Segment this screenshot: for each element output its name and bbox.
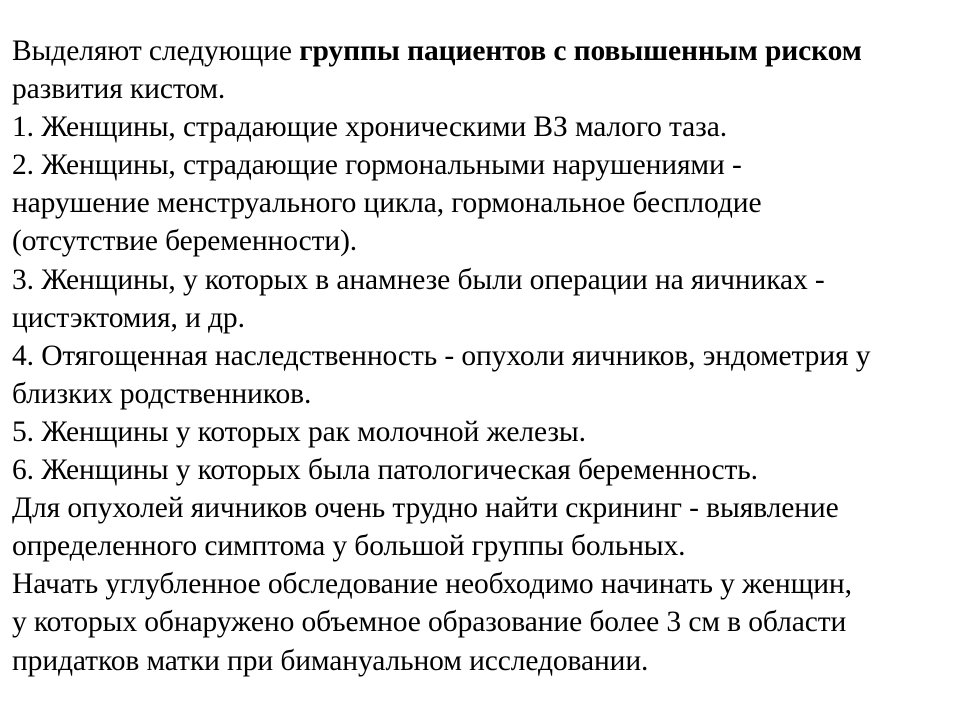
conclusion-line-3: придатков матки при бимануальном исследовании. (12, 644, 649, 677)
list-item-1-line-1: 1. Женщины, страдающие хроническими ВЗ малого таза. (12, 111, 727, 144)
screening-line-2: определенного симптома у большой группы больных. (12, 530, 686, 563)
list-item-4-line-1: 4. Отягощенная наследственность - опухоли яичников, эндометрия у (12, 339, 871, 372)
list-item-3-line-2: цистэктомия, и др. (12, 301, 245, 334)
list-item-2-line-1: 2. Женщины, страдающие гормональными нарушениями - (12, 149, 742, 182)
list-item-2-line-2: нарушение менструального цикла, гормональное бесплодие (12, 187, 762, 220)
conclusion-line-1: Начать углубленное обследование необходимо начинать у женщин, (12, 568, 852, 601)
list-item-2-line-3: (отсутствие беременности). (12, 225, 358, 258)
slide-text-body (12, 32, 952, 680)
list-item-4-line-2: близких родственников. (12, 377, 312, 410)
intro-lead: Выделяют следующие (12, 35, 300, 67)
list-item-5-line-1: 5. Женщины у которых рак молочной железы. (12, 415, 586, 448)
screening-line-1: Для опухолей яичников очень трудно найти скрининг - выявление (12, 492, 839, 525)
intro-bold-phrase: группы пациентов с повышенным риском (299, 35, 862, 67)
intro-line-2: развития кистом. (12, 73, 226, 106)
list-item-3-line-1: 3. Женщины, у которых в анамнезе были операции на яичниках - (12, 263, 825, 296)
list-item-6-line-1: 6. Женщины у которых была патологическая беременность. (12, 454, 758, 487)
intro-line-1 (12, 32, 952, 70)
conclusion-line-2: у которых обнаружено объемное образование более 3 см в области (12, 606, 847, 639)
